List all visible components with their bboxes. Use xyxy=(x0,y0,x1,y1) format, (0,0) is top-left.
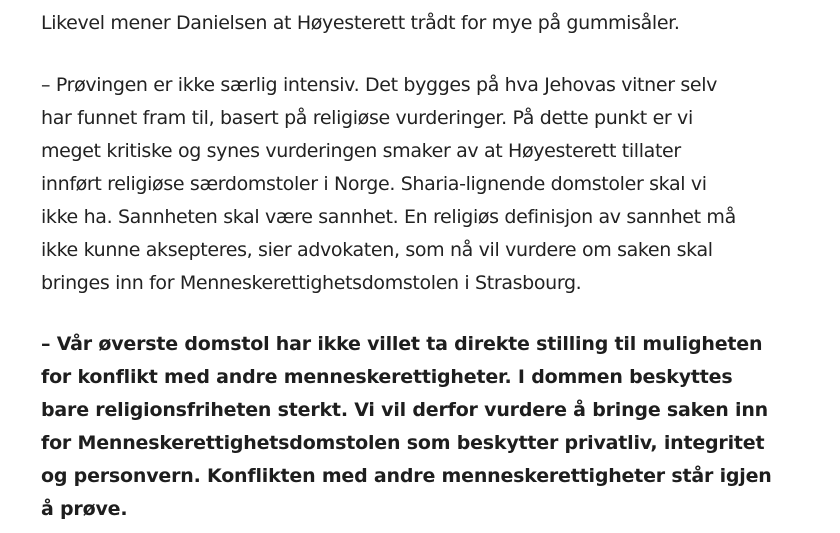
text-line: meget kritiske og synes vurderingen smaker av at Høyesterett tillater xyxy=(41,140,681,162)
text-line: har funnet fram til, basert på religiøse vurderinger. På dette punkt er vi xyxy=(41,107,693,129)
paragraph-bold-quote xyxy=(41,328,821,526)
text-line: ikke kunne aksepteres, sier advokaten, som nå vil vurdere om saken skal xyxy=(41,239,713,261)
paragraph-quote xyxy=(41,69,821,300)
text-line: for konflikt med andre menneskerettigheter. I dommen beskyttes xyxy=(41,366,733,388)
text-line: ikke ha. Sannheten skal være sannhet. En religiøs definisjon av sannhet må xyxy=(41,206,736,228)
text-line: – Vår øverste domstol har ikke villet ta direkte stilling til muligheten xyxy=(41,333,763,355)
text-line: Likevel mener Danielsen at Høyesterett trådt for mye på gummisåler. xyxy=(41,12,680,34)
text-line: innført religiøse særdomstoler i Norge. Sharia-lignende domstoler skal vi xyxy=(41,173,707,195)
text-line: – Prøvingen er ikke særlig intensiv. Det bygges på hva Jehovas vitner selv xyxy=(41,74,718,96)
text-line: og personvern. Konflikten med andre menneskerettigheter står igjen xyxy=(41,465,772,487)
text-line: bare religionsfriheten sterkt. Vi vil derfor vurdere å bringe saken inn xyxy=(41,399,768,421)
article-body xyxy=(41,7,821,526)
text-line: for Menneskerettighetsdomstolen som beskytter privatliv, integritet xyxy=(41,432,765,454)
text-line: bringes inn for Menneskerettighetsdomstolen i Strasbourg. xyxy=(41,272,582,294)
text-line: å prøve. xyxy=(41,498,128,520)
paragraph-intro xyxy=(41,7,821,40)
